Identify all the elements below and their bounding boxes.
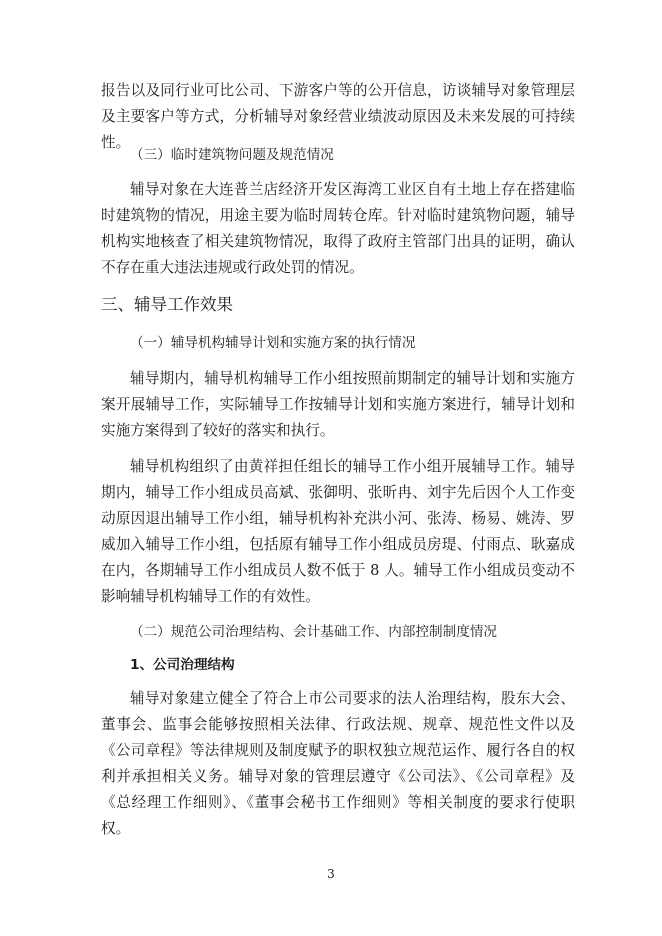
paragraph-performance-analysis: 报告以及同行业可比公司、下游客户等的公开信息，访谈辅导对象管理层及主要客户等方式，分析辅导对象经营业绩波动原因及未来发展的可持续性。 bbox=[101, 82, 575, 151]
heading-temporary-buildings: （三）临时建筑物问题及规范情况 bbox=[130, 147, 334, 163]
page-number: 3 bbox=[327, 867, 335, 881]
paragraph-plan-execution: 辅导期内，辅导机构辅导工作小组按照前期制定的辅导计划和实施方案开展辅导工作，实际辅导工作按辅导计划和实施方案进行，辅导计划和实施方案得到了较好的落实和执行。 bbox=[101, 370, 575, 439]
heading-section-three: 三、辅导工作效果 bbox=[101, 295, 233, 314]
heading-governance-standards: （二）规范公司治理结构、会计基础工作、内部控制制度情况 bbox=[130, 624, 498, 640]
paragraph-team-changes: 辅导机构组织了由黄祥担任组长的辅导工作小组开展辅导工作。辅导期内，辅导工作小组成员高斌、张御明、张昕冉、刘宇先后因个人工作变动原因退出辅导工作小组，辅导机构补充洪小河、张涛、杨易、姚涛、罗威加入辅导工作小组，包括原有辅导工作小组成员房瑅、付雨点、耿嘉成在内，各期辅导工作小组成员人数不低于 8 人。辅导工作小组成员变动不影响辅导机构辅导工作的有效性。 bbox=[101, 458, 575, 605]
paragraph-corporate-governance: 辅导对象建立健全了符合上市公司要求的法人治理结构，股东大会、董事会、监事会能够按照相关法律、行政法规、规章、规范性文件以及《公司章程》等法律规则及制度赋予的职权独立规范运作、履行各自的权利并承担相关义务。辅导对象的管理层遵守《公司法》、《公司章程》及《总经理工作细则》、《董事会秘书工作细则》等相关制度的要求行使职权。 bbox=[101, 690, 575, 837]
heading-plan-execution: （一）辅导机构辅导计划和实施方案的执行情况 bbox=[130, 335, 416, 351]
heading-corporate-governance: 1、公司治理结构 bbox=[130, 657, 235, 673]
paragraph-temporary-buildings: 辅导对象在大连普兰店经济开发区海湾工业区自有土地上存在搭建临时建筑物的情况，用途主要为临时周转仓库。针对临时建筑物问题，辅导机构实地核查了相关建筑物情况，取得了政府主管部门出具的证明，确认不存在重大违法违规或行政处罚的情况。 bbox=[101, 181, 575, 276]
